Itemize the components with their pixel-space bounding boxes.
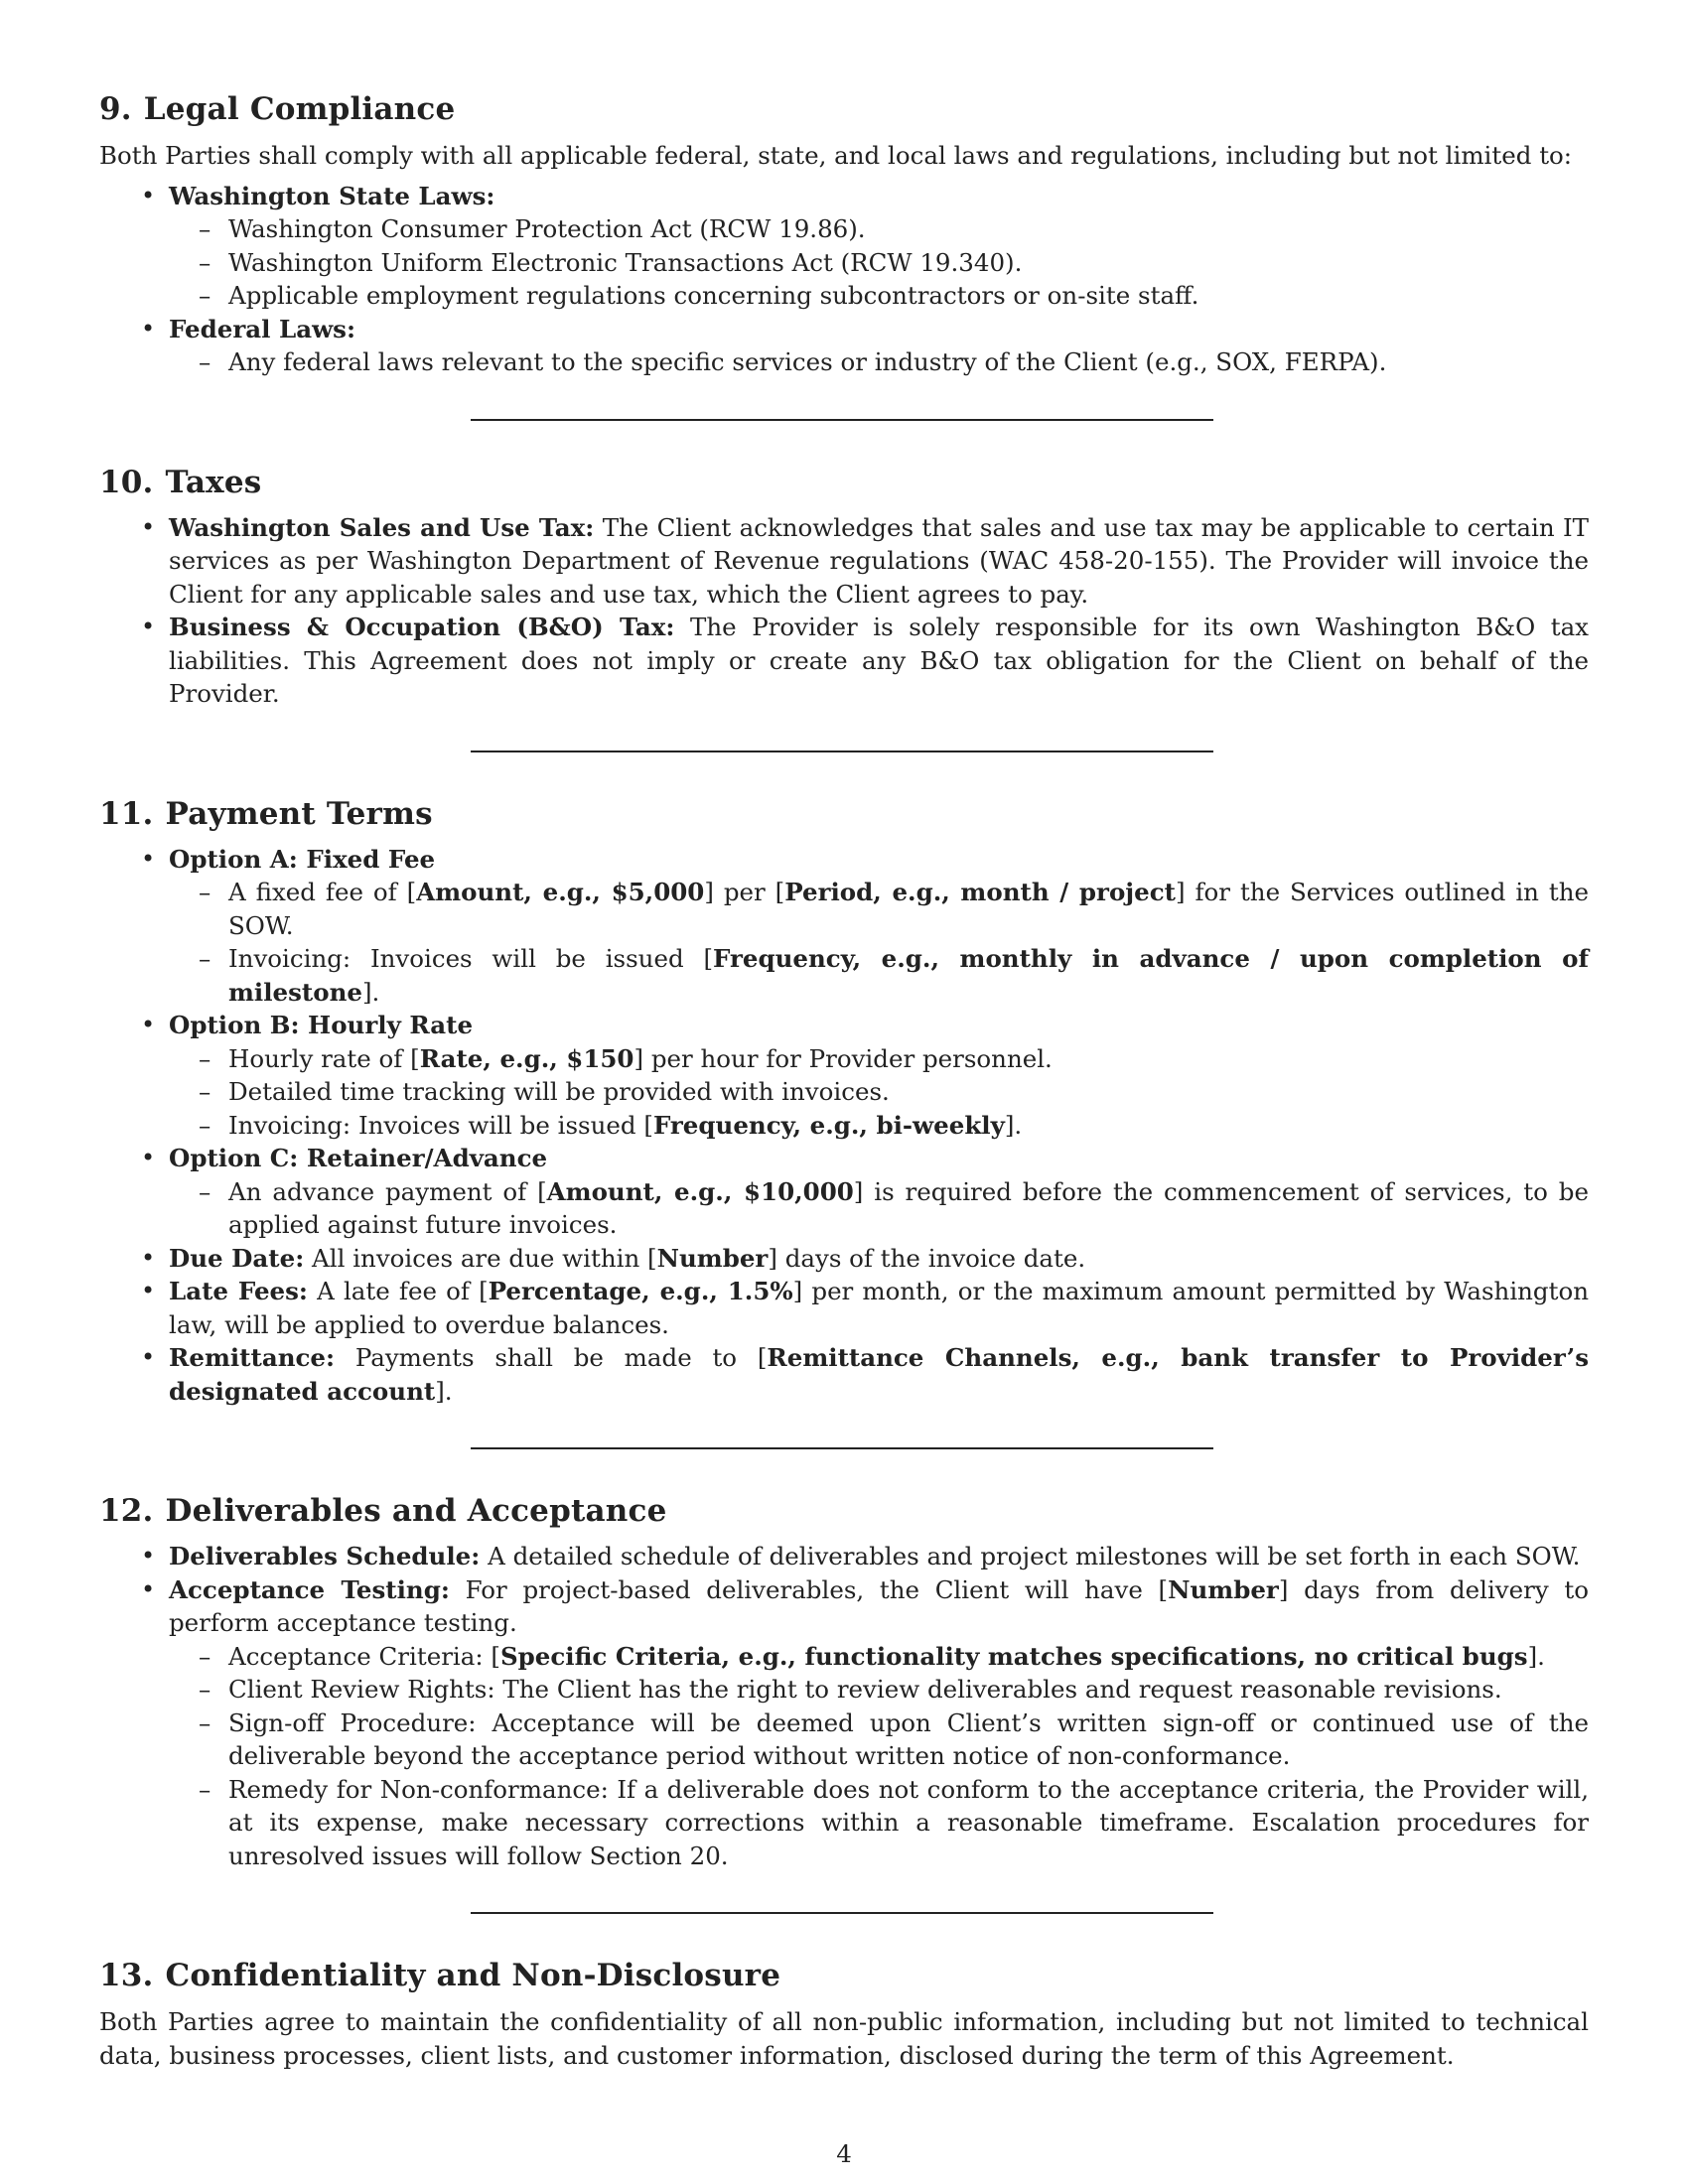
sub-list-item: – Acceptance Criteria: [Specific Criteria, e.g., functionality matches specifications, no critical bugs].	[169, 1640, 1589, 1674]
section-divider	[471, 1447, 1213, 1449]
sub-list	[169, 1640, 1589, 1873]
sub-list-item: – Remedy for Non-conformance: If a deliverable does not conform to the acceptance criteria, the Provider will, at its expense, make necessary corrections within a reasonable timeframe. Escalation procedures for unresolved issues will follow Section 20.	[169, 1773, 1589, 1873]
section-12-list	[99, 1540, 1589, 1872]
section-title: Payment Terms	[165, 795, 433, 832]
placeholder-field: Remittance Channels, e.g., bank transfer to Provider’s designated account	[169, 1343, 1590, 1406]
section-9-intro: Both Parties shall comply with all applicable federal, state, and local laws and regulations, including but not limited to:	[99, 141, 1573, 170]
sub-list	[169, 345, 1589, 379]
section-title: Confidentiality and Non-Disclosure	[165, 1958, 781, 1993]
list-item	[99, 511, 1589, 612]
list-item: • Acceptance Testing: For project-based deliverables, the Client will have [Number] days from delivery to perform acceptance testing. – Acceptance Criteria: [Specific Criteria, e.g., functionality matches specifications, no critical bugs]. – Client Review Rights: The Client has the right to review deliverables and request reasonable revisions. – Sign-off Procedure: Acceptance will be deemed upon Client’s written sign-off or continued use of the deliverable beyond the acceptance period without written notice of non-conformance. – Remedy for Non-conformance: If a deliverable does not conform to the acceptance criteria, the Provider will, at its expense, make necessary corrections within a reasonable timeframe. Escalation procedures for unresolved issues will follow Section 20.	[99, 1573, 1589, 1873]
item-label: Washington State Laws:	[169, 181, 495, 210]
sub-list	[169, 212, 1589, 313]
placeholder-field: Specific Criteria, e.g., functionality matches specifications, no critical bugs	[499, 1641, 1528, 1671]
sub-list-item: – Sign-off Procedure: Acceptance will be deemed upon Client’s written sign-off or continued use of the deliverable beyond the acceptance period without written notice of non-conformance.	[169, 1706, 1589, 1773]
sub-list-item: – A fixed fee of [Amount, e.g., $5,000] per [Period, e.g., month / project] for the Services outlined in the SOW.	[169, 876, 1589, 942]
list-item	[99, 843, 1589, 1010]
placeholder-field: Period, e.g., month / project	[784, 878, 1176, 906]
section-number: 13.	[99, 1958, 154, 1993]
item-label: Option A: Fixed Fee	[169, 844, 436, 874]
item-label: Federal Laws:	[169, 314, 356, 343]
item-label: Late Fees:	[169, 1277, 308, 1305]
sub-list-item: – Invoicing: Invoices will be issued [Frequency, e.g., monthly in advance / upon completion of milestone].	[169, 942, 1589, 1009]
placeholder-field: Number	[656, 1243, 769, 1273]
section-divider	[471, 751, 1213, 752]
section-title: Taxes	[165, 464, 262, 500]
sub-list	[169, 1042, 1589, 1143]
section-title: Deliverables and Acceptance	[165, 1493, 667, 1529]
section-13-text: Both Parties agree to maintain the confidentiality of all non-public information, including but not limited to technical data, business processes, client lists, and customer information, disclosed during the term of this Agreement.	[99, 2007, 1589, 2070]
section-number: 9.	[99, 91, 132, 127]
placeholder-field: Percentage, e.g., 1.5%	[488, 1277, 793, 1305]
list-item	[99, 1009, 1589, 1142]
sub-list	[169, 876, 1589, 1009]
sub-list-item: – Hourly rate of [Rate, e.g., $150] per hour for Provider personnel.	[169, 1042, 1589, 1076]
section-divider	[471, 419, 1213, 421]
item-text: A detailed schedule of deliverables and project milestones will be set forth in each SOW.	[488, 1542, 1581, 1570]
list-item	[99, 313, 1589, 379]
section-12-heading	[99, 1489, 1589, 1533]
list-item	[99, 1142, 1589, 1242]
section-number: 10.	[99, 464, 154, 500]
item-label: Option C: Retainer/Advance	[169, 1144, 548, 1172]
section-9-heading	[99, 87, 1589, 131]
list-item: • Late Fees: A late fee of [Percentage, e.g., 1.5%] per month, or the maximum amount permitted by Washington law, will be applied to overdue balances.	[99, 1275, 1589, 1341]
list-item: • Remittance: Payments shall be made to [Remittance Channels, e.g., bank transfer to Provider’s designated account].	[99, 1341, 1589, 1408]
sub-list-item: – Any federal laws relevant to the specific services or industry of the Client (e.g., SOX, FERPA).	[169, 345, 1589, 379]
list-item: • Due Date: All invoices are due within [Number] days of the invoice date.	[99, 1242, 1589, 1276]
item-label: Business & Occupation (B&O) Tax:	[169, 613, 675, 641]
section-number: 11.	[99, 795, 154, 832]
item-text: The Client acknowledges that sales and use tax may be applicable to certain IT services as per Washington Department of Revenue regulations (WAC 458-20-155). The Provider will invoice the Client for any applicable sales and use tax, which the Client agrees to pay.	[169, 512, 1589, 609]
section-10-list	[99, 511, 1589, 711]
list-item	[99, 1540, 1589, 1573]
placeholder-field: Amount, e.g., $10,000	[546, 1176, 854, 1206]
section-13-heading	[99, 1954, 1589, 1997]
placeholder-field: Number	[1168, 1574, 1279, 1604]
sub-list-item: – Washington Uniform Electronic Transactions Act (RCW 19.340).	[169, 246, 1589, 280]
section-10-heading	[99, 461, 1589, 504]
item-label: Acceptance Testing:	[169, 1574, 450, 1604]
section-9-list	[99, 180, 1589, 379]
item-label: Deliverables Schedule:	[169, 1542, 481, 1570]
section-11-heading	[99, 792, 1589, 836]
placeholder-field: Rate, e.g., $150	[419, 1043, 634, 1073]
list-item	[99, 180, 1589, 313]
section-title: Legal Compliance	[143, 91, 456, 127]
item-label: Due Date:	[169, 1243, 305, 1273]
item-label: Washington Sales and Use Tax:	[169, 512, 595, 542]
sub-list-item: – Client Review Rights: The Client has the right to review deliverables and request reasonable revisions.	[169, 1673, 1589, 1706]
sub-list	[169, 1175, 1589, 1242]
list-item	[99, 611, 1589, 711]
section-number: 12.	[99, 1493, 154, 1529]
item-text: The Provider is solely responsible for its own Washington B&O tax liabilities. This Agreement does not imply or create any B&O tax obligation for the Client on behalf of the Provider.	[169, 613, 1589, 708]
page-number: 4	[836, 2139, 852, 2168]
sub-list-item: – Invoicing: Invoices will be issued [Frequency, e.g., bi-weekly].	[169, 1109, 1589, 1143]
section-divider	[471, 1912, 1213, 1914]
section-11-list	[99, 843, 1589, 1409]
sub-list-item: – An advance payment of [Amount, e.g., $10,000] is required before the commencement of services, to be applied against future invoices.	[169, 1175, 1589, 1242]
document-page	[99, 87, 1589, 2072]
placeholder-field: Frequency, e.g., monthly in advance / upon completion of milestone	[228, 944, 1589, 1007]
item-label: Option B: Hourly Rate	[169, 1011, 474, 1039]
placeholder-field: Amount, e.g., $5,000	[416, 878, 705, 906]
sub-list-item: – Detailed time tracking will be provided with invoices.	[169, 1075, 1589, 1109]
placeholder-field: Frequency, e.g., bi-weekly	[652, 1110, 1005, 1140]
item-label: Remittance:	[169, 1343, 336, 1372]
sub-list-item: – Washington Consumer Protection Act (RCW 19.86).	[169, 212, 1589, 246]
sub-list-item: – Applicable employment regulations concerning subcontractors or on-site staff.	[169, 279, 1589, 313]
